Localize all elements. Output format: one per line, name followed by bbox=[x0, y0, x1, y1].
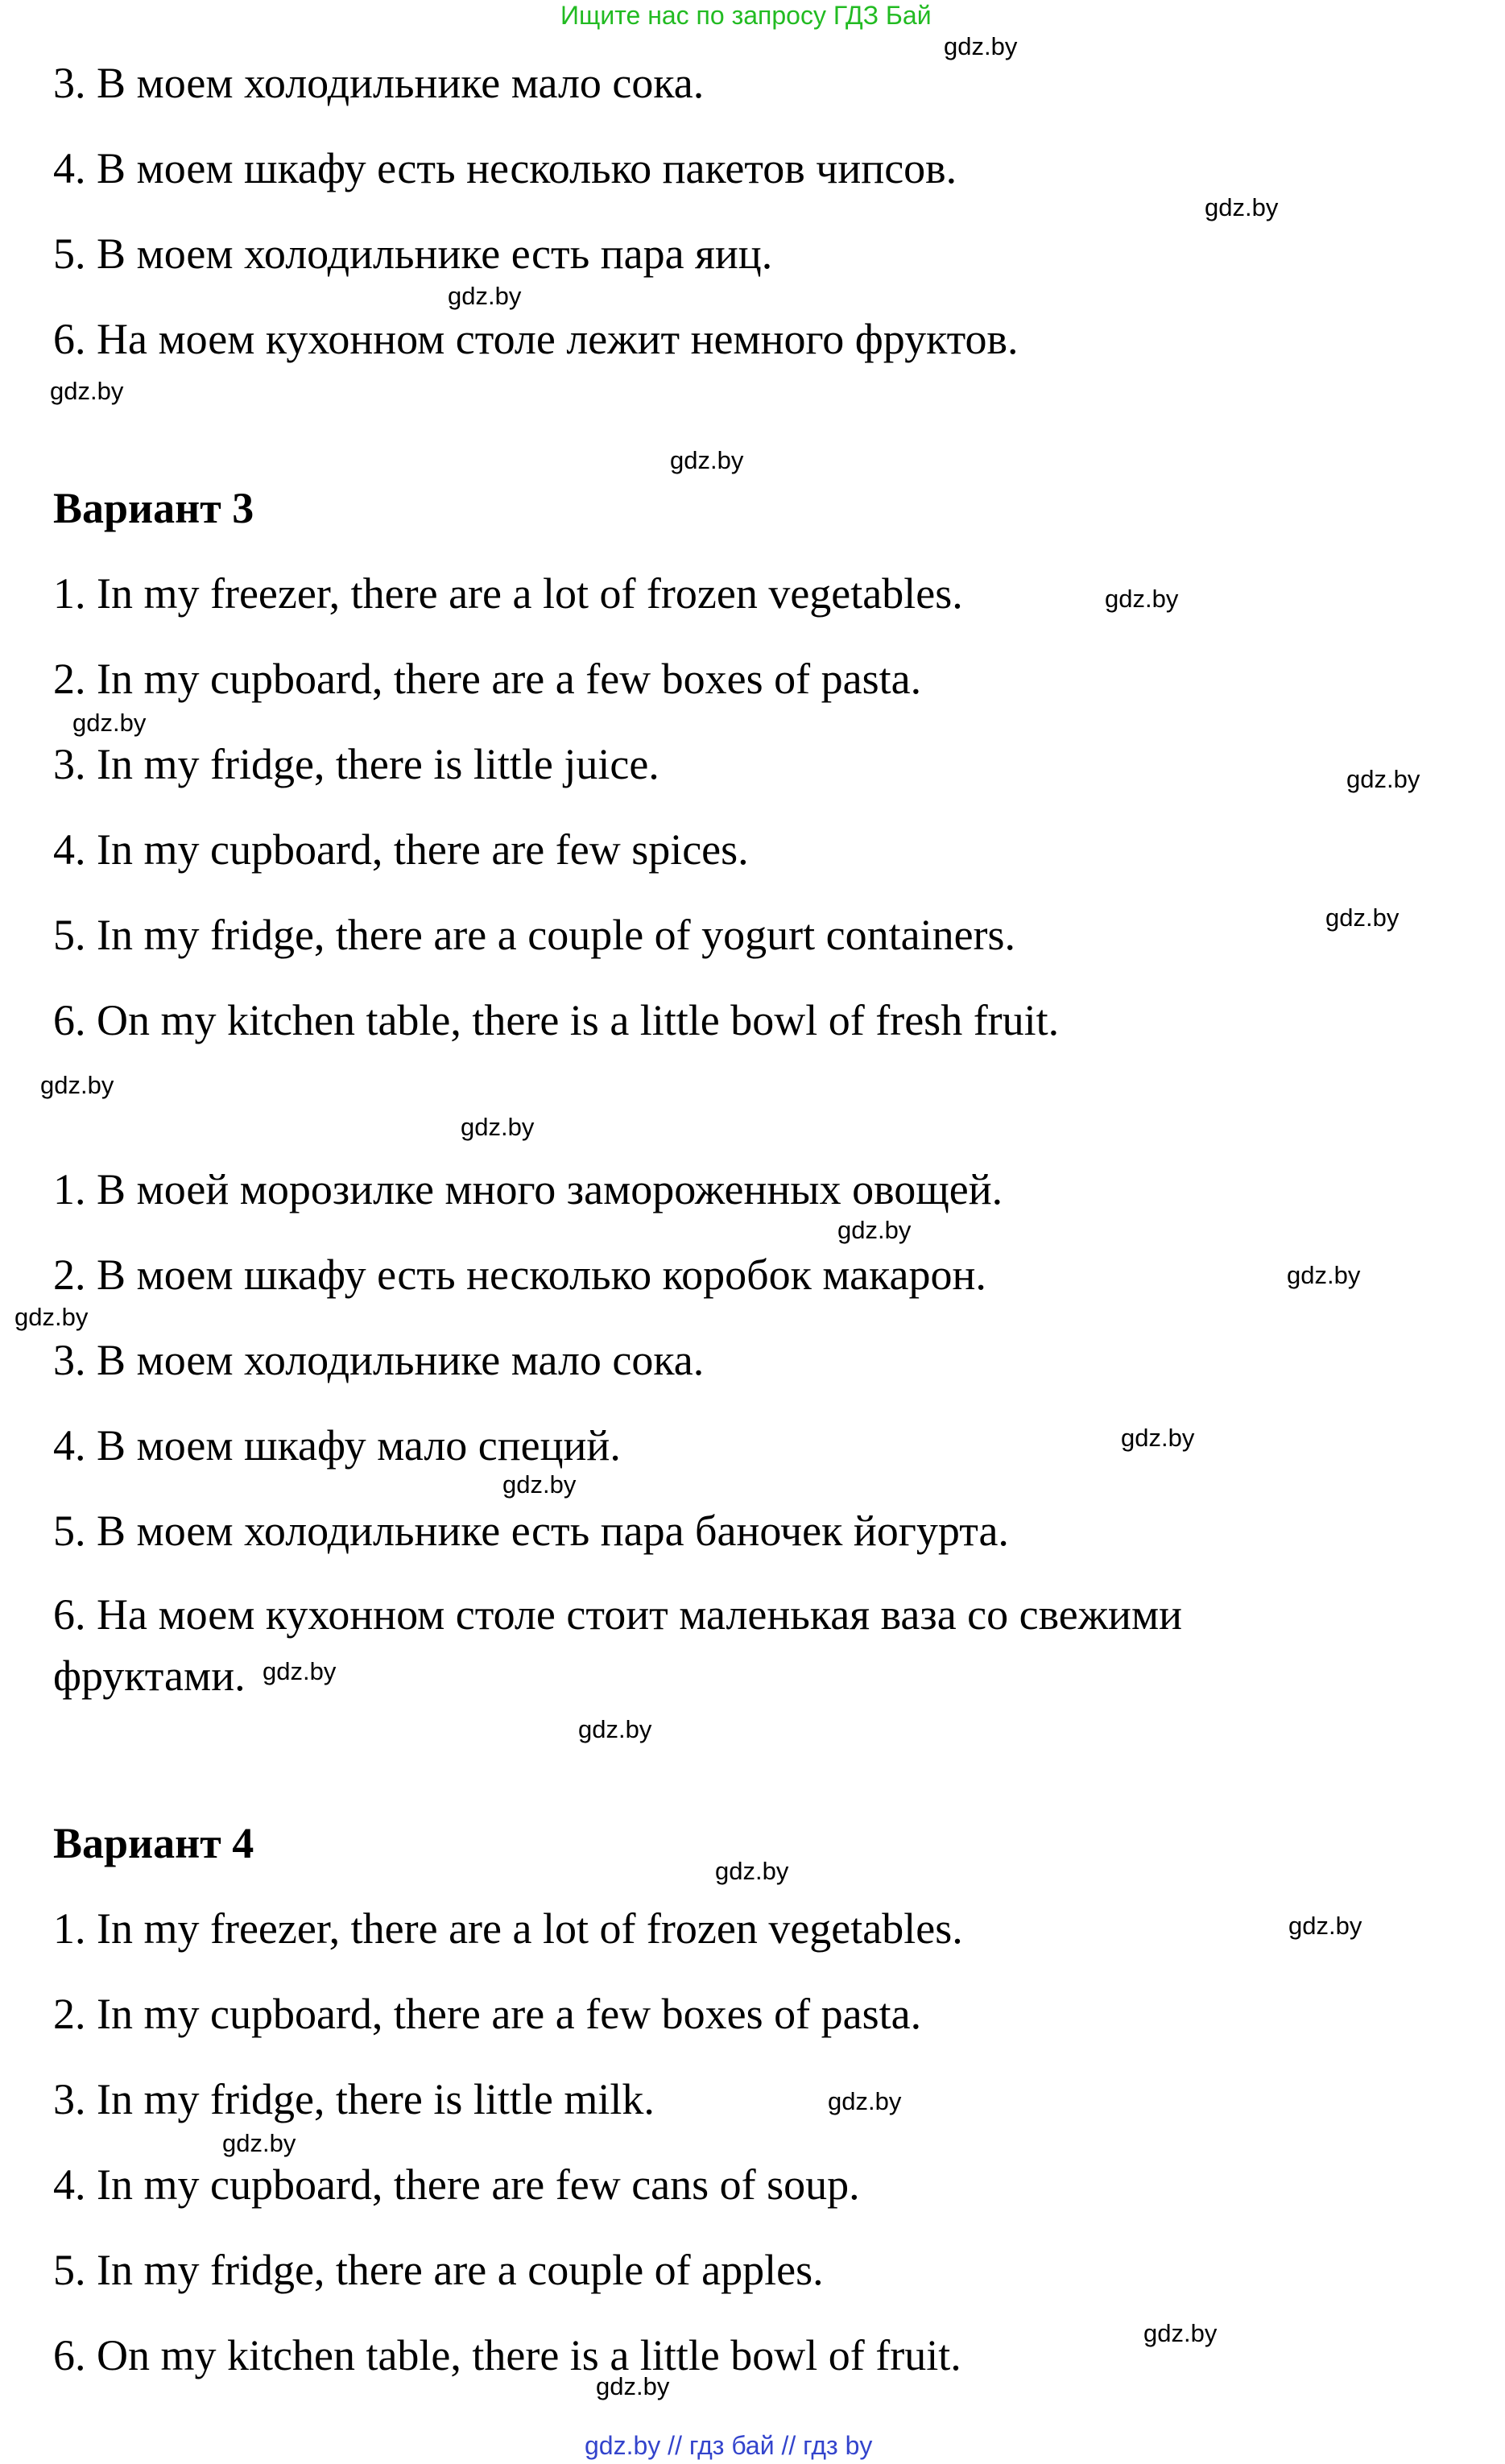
watermark: gdz.by bbox=[828, 2087, 902, 2115]
variant4-title: Вариант 4 bbox=[53, 1819, 254, 1867]
watermark: gdz.by bbox=[944, 32, 1018, 60]
v3-ru-line-3: 3. В моем холодильнике мало сока. bbox=[53, 1336, 705, 1384]
watermark: gdz.by bbox=[222, 2129, 296, 2157]
v4-en-line-5: 5. In my fridge, there are a couple of apples. bbox=[53, 2246, 824, 2294]
v4-en-line-6: 6. On my kitchen table, there is a little bowl of fruit. bbox=[53, 2331, 961, 2379]
v3-en-line-5: 5. In my fridge, there are a couple of yogurt containers. bbox=[53, 911, 1016, 959]
v2-ru-line-5: 5. В моем холодильнике есть пара яиц. bbox=[53, 229, 773, 278]
v3-en-line-3: 3. In my fridge, there is little juice. bbox=[53, 740, 659, 788]
watermark: gdz.by bbox=[40, 1071, 114, 1099]
v3-ru-line-4: 4. В моем шкафу мало специй. bbox=[53, 1421, 621, 1470]
watermark: gdz.by bbox=[837, 1216, 912, 1244]
v3-ru-line-1: 1. В моей морозилке много замороженных овощей. bbox=[53, 1165, 1003, 1213]
bottom-banner: gdz.by // гдз бай // гдз by bbox=[585, 2431, 873, 2460]
variant3-title: Вариант 3 bbox=[53, 484, 254, 532]
v3-en-line-2: 2. In my cupboard, there are a few boxes of pasta. bbox=[53, 655, 922, 703]
v4-en-line-1: 1. In my freezer, there are a lot of frozen vegetables. bbox=[53, 1904, 963, 1953]
watermark: gdz.by bbox=[1205, 193, 1279, 221]
watermark: gdz.by bbox=[14, 1303, 89, 1331]
watermark: gdz.by bbox=[596, 2372, 670, 2400]
v2-ru-line-6: 6. На моем кухонном столе лежит немного фруктов. bbox=[53, 315, 1019, 363]
v4-en-line-3: 3. In my fridge, there is little milk. bbox=[53, 2075, 655, 2123]
v3-en-line-1: 1. In my freezer, there are a lot of frozen vegetables. bbox=[53, 569, 963, 618]
watermark: gdz.by bbox=[1105, 585, 1179, 613]
watermark: gdz.by bbox=[1121, 1424, 1195, 1452]
watermark: gdz.by bbox=[72, 709, 147, 737]
top-banner: Ищите нас по запросу ГДЗ Бай bbox=[560, 1, 932, 30]
v4-en-line-2: 2. In my cupboard, there are a few boxes of pasta. bbox=[53, 1990, 922, 2038]
v3-ru-line-2: 2. В моем шкафу есть несколько коробок макарон. bbox=[53, 1251, 986, 1299]
v3-en-line-6: 6. On my kitchen table, there is a little bowl of fresh fruit. bbox=[53, 996, 1060, 1044]
v3-ru-line-5: 5. В моем холодильнике есть пара баночек йогурта. bbox=[53, 1507, 1009, 1555]
watermark: gdz.by bbox=[50, 377, 124, 405]
watermark: gdz.by bbox=[461, 1113, 535, 1141]
watermark: gdz.by bbox=[502, 1470, 577, 1499]
v2-ru-line-3: 3. В моем холодильнике мало сока. bbox=[53, 59, 705, 107]
watermark: gdz.by bbox=[1346, 765, 1420, 793]
v4-en-line-4: 4. In my cupboard, there are few cans of soup. bbox=[53, 2160, 860, 2209]
watermark: gdz.by bbox=[1325, 903, 1400, 932]
v3-ru-line-6: 6. На моем кухонном столе стоит маленькая ваза со свежими фруктами. bbox=[53, 1590, 1183, 1700]
watermark: gdz.by bbox=[578, 1715, 652, 1743]
watermark: gdz.by bbox=[715, 1857, 789, 1885]
watermark: gdz.by bbox=[1288, 1912, 1362, 1940]
watermark: gdz.by bbox=[670, 446, 744, 474]
watermark: gdz.by bbox=[1287, 1261, 1361, 1289]
v2-ru-line-4: 4. В моем шкафу есть несколько пакетов чипсов. bbox=[53, 144, 957, 192]
v3-en-line-4: 4. In my cupboard, there are few spices. bbox=[53, 825, 749, 874]
watermark: gdz.by bbox=[263, 1657, 337, 1685]
watermark: gdz.by bbox=[1143, 2319, 1218, 2347]
watermark: gdz.by bbox=[448, 282, 522, 310]
